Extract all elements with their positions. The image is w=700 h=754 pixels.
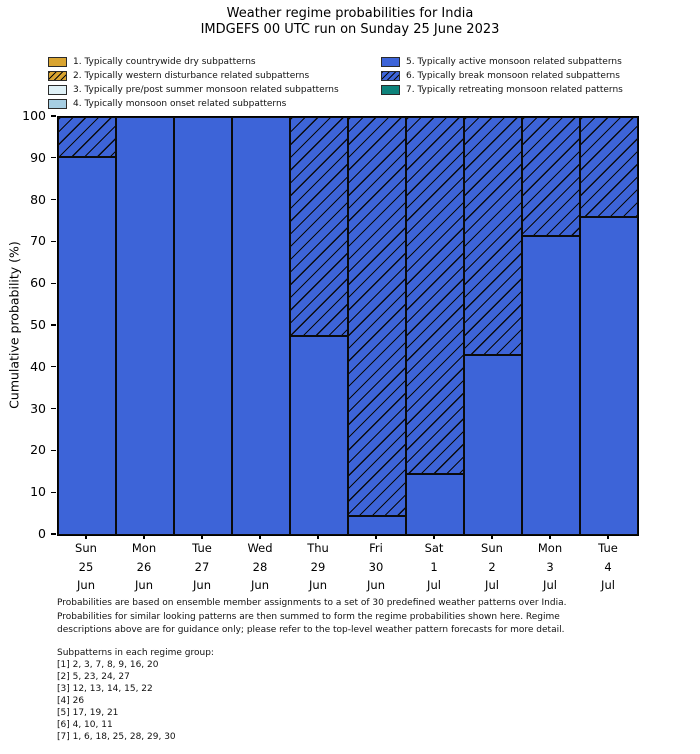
legend-swatch-icon [381,57,400,67]
bar-segment-break-monsoon [348,117,406,516]
bar-segment-active-monsoon [116,117,174,535]
x-tick-label [57,539,115,595]
plot-area [57,116,639,536]
x-tick-label-date: 4 [604,559,612,574]
y-tick-mark [51,115,56,116]
bar-segment-active-monsoon [174,117,232,535]
x-tick-label [521,539,579,595]
title-block [0,6,700,38]
y-tick-mark [51,324,56,325]
x-tick-label-day: Tue [598,541,618,555]
subpattern-group-line: [6] 4, 10, 11 [57,720,113,730]
legend-item [48,83,339,97]
x-axis-labels [57,539,637,595]
bar-tue-27-jun [174,117,232,535]
x-tick-label-day: Sat [424,541,444,555]
x-tick-label-month: Jun [193,578,211,592]
legend-item-label: 3. Typically pre/post summer monsoon related subpatterns [73,85,339,95]
legend-swatch-icon [381,85,400,95]
x-tick-label [405,539,463,595]
x-tick-label-day: Sun [75,541,97,555]
y-tick-mark [51,492,56,493]
legend-item-label: 6. Typically break monsoon related subpatterns [406,71,620,81]
footer-description [57,597,677,638]
x-tick-label-date: 30 [368,559,384,574]
bar-segment-break-monsoon [290,117,348,336]
legend-item-label: 5. Typically active monsoon related subpatterns [406,57,622,67]
legend-item-label: 1. Typically countrywide dry subpatterns [73,57,256,67]
bar-segment-active-monsoon [406,474,464,535]
bar-fri-30-jun [348,117,406,535]
bar-segment-active-monsoon [522,236,580,535]
x-tick-label-month: Jul [543,578,557,592]
legend-column-left [48,55,339,111]
x-tick-label-month: Jun [367,578,385,592]
subpatterns-list [57,647,457,743]
subpattern-group-line: [3] 12, 13, 14, 15, 22 [57,684,153,694]
bar-sun-25-jun [58,117,116,535]
subpattern-group-line: [2] 5, 23, 24, 27 [57,672,130,682]
bar-wed-28-jun [232,117,290,535]
x-tick-label-date: 25 [78,559,94,574]
bar-segment-break-monsoon [522,117,580,236]
legend-swatch-icon [48,99,67,109]
x-tick-label-month: Jun [77,578,95,592]
y-tick-mark [51,533,56,534]
x-tick-label-month: Jun [251,578,269,592]
x-tick-label-date: 2 [488,559,496,574]
legend-item-label: 7. Typically retreating monsoon related patterns [406,85,623,95]
y-tick-mark [51,199,56,200]
subpattern-group-line: [7] 1, 6, 18, 25, 28, 29, 30 [57,732,176,742]
x-tick-label [289,539,347,595]
x-tick-label [463,539,521,595]
legend-item-label: 2. Typically western disturbance related subpatterns [73,71,310,81]
x-tick-label-date: 26 [136,559,152,574]
y-tick-label: 100 [22,108,46,123]
y-tick-mark [51,283,56,284]
bar-sun-2-jul [464,117,522,535]
x-tick-label-day: Sun [481,541,503,555]
y-tick-label: 50 [30,317,46,332]
x-tick-label [173,539,231,595]
x-tick-label-day: Tue [192,541,212,555]
legend-item [381,55,623,69]
footer-line: Probabilities are based on ensemble member assignments to a set of 30 predefined weather patterns over India. [57,598,567,608]
legend-item [48,55,339,69]
bar-mon-26-jun [116,117,174,535]
x-tick-label-month: Jul [601,578,615,592]
y-tick-mark [51,450,56,451]
bar-tue-4-jul [580,117,638,535]
legend-swatch-icon [381,71,400,81]
x-tick-label-day: Mon [131,541,157,555]
y-tick-label: 60 [30,275,46,291]
y-tick-label: 30 [30,400,46,416]
legend-item-label: 4. Typically monsoon onset related subpatterns [73,99,287,109]
bar-segment-break-monsoon [580,117,638,217]
bar-thu-29-jun [290,117,348,535]
bar-segment-break-monsoon [464,117,522,355]
subpattern-group-line: [1] 2, 3, 7, 8, 9, 16, 20 [57,660,159,670]
y-tick-mark [51,157,56,158]
bar-segment-break-monsoon [58,117,116,157]
y-tick-mark [51,408,56,409]
bar-segment-active-monsoon [290,336,348,535]
chart-title: Weather regime probabilities for India [226,6,474,21]
y-axis-ticks [0,108,57,541]
bar-mon-3-jul [522,117,580,535]
bar-segment-break-monsoon [406,117,464,474]
legend-column-right [381,55,623,97]
x-tick-label [231,539,289,595]
legend-swatch-icon [48,57,67,67]
bar-segment-active-monsoon [580,217,638,535]
legend-swatch-icon [48,85,67,95]
y-tick-label: 80 [30,191,46,207]
y-tick-label: 70 [30,233,46,249]
x-tick-label-date: 27 [194,559,210,574]
legend-item [381,83,623,97]
x-tick-label-day: Wed [247,541,273,555]
y-axis-label: Cumulative probability (%) [6,241,22,409]
x-tick-label-day: Mon [537,541,563,555]
y-tick-label: 0 [38,526,46,541]
legend-swatch-icon [48,71,67,81]
bar-segment-active-monsoon [348,516,406,535]
chart-subtitle: IMDGEFS 00 UTC run on Sunday 25 June 2023 [200,22,500,37]
subpattern-group-line: [5] 17, 19, 21 [57,708,119,718]
x-tick-label-month: Jun [135,578,153,592]
x-tick-label-month: Jul [427,578,441,592]
x-tick-label-date: 28 [252,559,268,574]
y-tick-mark [51,241,56,242]
bar-sat-1-jul [406,117,464,535]
y-tick-label: 90 [30,149,46,165]
x-tick-label [115,539,173,595]
footer-line: Probabilities for similar looking patterns are then summed to form the regime probabilities shown here. Regime [57,611,560,622]
bar-segment-active-monsoon [58,157,116,535]
bar-segment-active-monsoon [232,117,290,535]
subpatterns-heading: Subpatterns in each regime group: [57,648,214,658]
x-tick-label-day: Thu [307,541,329,555]
y-tick-label: 10 [30,484,46,500]
footer-line: descriptions above are for guidance only; please refer to the top-level weather pattern forecasts for more detail. [57,625,565,636]
x-tick-label [579,539,637,595]
x-tick-label-date: 3 [546,559,554,574]
y-tick-mark [51,366,56,367]
legend-item [48,69,339,83]
bar-segment-active-monsoon [464,355,522,535]
y-tick-label: 40 [30,358,46,374]
legend-item [381,69,623,83]
x-tick-label-day: Fri [369,541,383,555]
x-tick-label-date: 1 [430,559,438,574]
x-tick-label-month: Jul [485,578,499,592]
y-tick-label: 20 [30,442,46,458]
x-tick-label [347,539,405,595]
x-tick-label-month: Jun [309,578,327,592]
subpattern-group-line: [4] 26 [57,696,85,706]
x-tick-label-date: 29 [310,559,326,574]
legend-item [48,97,339,111]
